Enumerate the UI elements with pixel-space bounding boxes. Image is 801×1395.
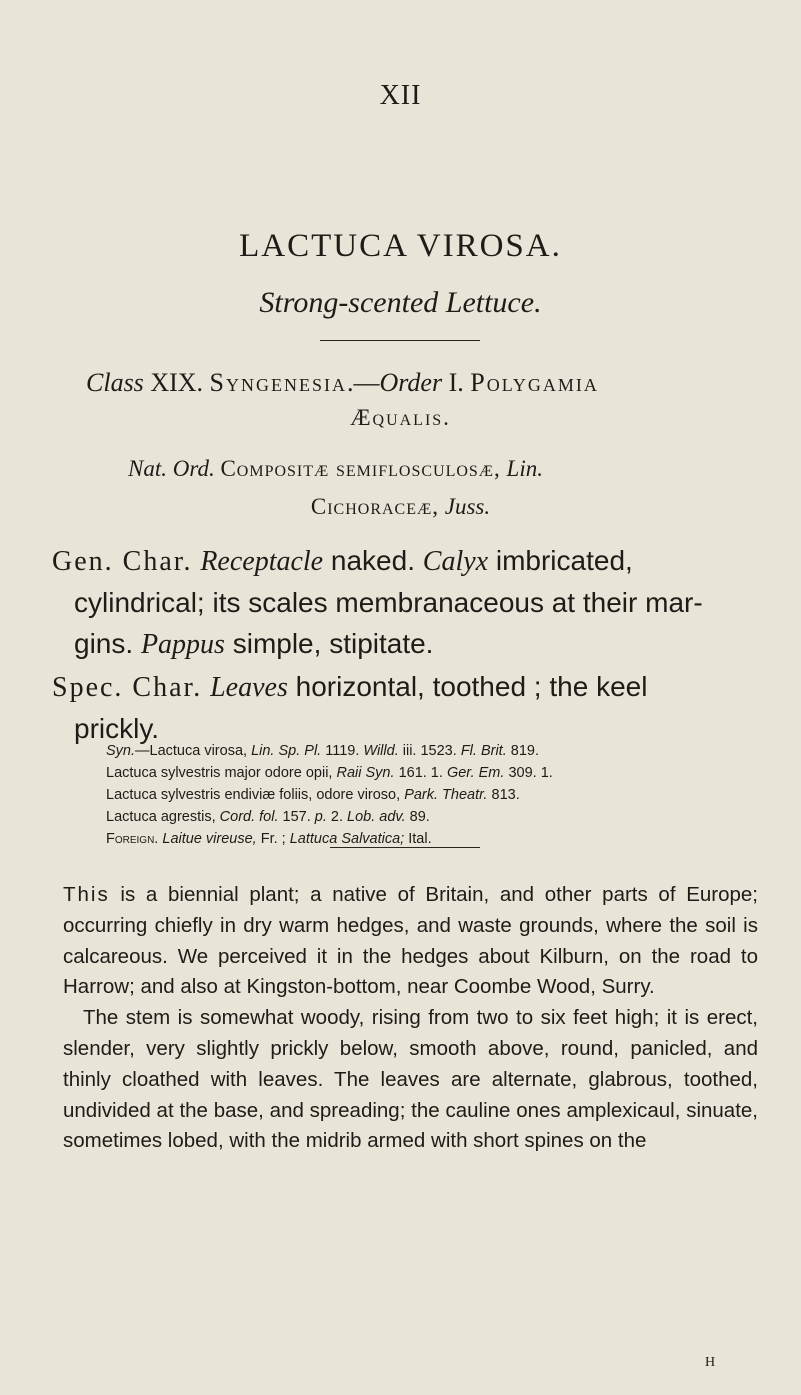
class-value: XIX.: [150, 368, 204, 397]
page-number: XII: [379, 80, 422, 111]
description-text: [63, 880, 758, 1157]
calyx-text: imbricated,: [495, 545, 633, 576]
foreign-lang: Fr. ;: [260, 831, 286, 847]
synonym-line-1: [84, 740, 764, 762]
calyx-text-continued: cylindrical; its scales membranaceous at their mar-: [74, 587, 703, 618]
page-subtitle: Strong-scented Lettuce.: [259, 286, 542, 319]
foreign-name-italian: Lattuca Salvatica;: [289, 831, 405, 847]
class-line: Class XIX. Syngenesia.—Order I. Polygamia: [86, 368, 599, 397]
paragraph-1: [63, 880, 758, 1003]
calyx-text-end: gins.: [74, 628, 134, 659]
synonym-line-3: [84, 784, 764, 806]
divider-rule: [320, 340, 480, 341]
natural-order-line: [128, 456, 728, 482]
leaves-text-continued: prickly.: [74, 713, 160, 744]
generic-character: [52, 540, 772, 665]
page-title: LACTUCA VIROSA.: [239, 228, 562, 264]
specific-character: [52, 666, 772, 749]
class-name: Syngenesia: [209, 368, 347, 397]
synonym-ref: Lin. Sp. Pl.: [251, 743, 322, 759]
divider-rule: [330, 847, 480, 848]
receptacle-text: naked.: [330, 545, 415, 576]
paragraph-2: The stem is somewhat woody, rising from two to six feet high; it is erect, slender, very slightly prickly below, smooth above, round, panicled, and thinly cloathed with leaves. The leaves are alternate, glabrous, toothed, undivided at the base, and spreading; the cauline ones amplexicaul, sinuate, sometimes lobed, with the midrib armed with short spines on the: [63, 1006, 758, 1153]
generic-character-label: Gen. Char.: [52, 546, 193, 577]
paragraph-lead: This: [63, 883, 110, 906]
synonym-prefix: Syn.—: [106, 743, 150, 759]
synonym-num: 1119.: [325, 743, 360, 759]
synonym-ref: Park. Theatr.: [404, 787, 488, 803]
class-label: Class: [86, 368, 144, 397]
synonym-ref: Willd.: [363, 743, 399, 759]
natural-order-value: Compositæ semiflosculosæ,: [220, 456, 501, 481]
synonym-ref: Raii Syn.: [336, 765, 395, 781]
natural-order-authority: Lin.: [506, 456, 543, 481]
foreign-label: Foreign.: [106, 831, 159, 847]
synonym-ref: p.: [314, 809, 327, 825]
synonym-num: 819.: [510, 743, 539, 759]
synonym-num: 89.: [409, 809, 430, 825]
natural-order-line-continued: [0, 494, 801, 520]
synonym-num: 157.: [282, 809, 311, 825]
synonym-name: Lactuca sylvestris endiviæ foliis, odore viroso,: [106, 787, 401, 803]
receptacle-label: Receptacle: [200, 546, 324, 577]
synonym-num: 813.: [491, 787, 520, 803]
synonym-num: 309. 1.: [508, 765, 553, 781]
synonym-ref: Cord. fol.: [219, 809, 279, 825]
synonym-num: 161. 1.: [398, 765, 443, 781]
pappus-text: simple, stipitate.: [232, 628, 434, 659]
synonym-ref: Lob. adv.: [347, 809, 406, 825]
natural-order-value-2: Cichoraceæ,: [310, 494, 439, 519]
synonym-num: iii. 1523.: [402, 743, 457, 759]
synonym-name: Lactuca virosa,: [149, 743, 248, 759]
foreign-lang: Ital.: [408, 831, 432, 847]
calyx-label: Calyx: [422, 546, 489, 577]
synonym-line-2: [84, 762, 764, 784]
paragraph-text: is a biennial plant; a native of Britain, and other parts of Europe; occurring chiefly in dry warm hedges, and waste grounds, where the soil is calcareous. We perceived it in the hedges about Kilburn, on the road to Harrow; and also at Kingston-bottom, near Coombe Wood, Surry.: [63, 883, 758, 999]
leaves-label: Leaves: [210, 672, 288, 703]
synonym-name: Lactuca sylvestris major odore opii,: [106, 765, 333, 781]
synonym-line-4: [84, 806, 764, 828]
synonym-ref: Fl. Brit.: [460, 743, 507, 759]
order-label: Order: [379, 368, 443, 397]
natural-order-label: Nat. Ord.: [128, 456, 215, 481]
specific-character-label: Spec. Char.: [52, 672, 203, 703]
synonym-num: 2.: [330, 809, 344, 825]
synonym-name: Lactuca agrestis,: [106, 809, 216, 825]
order-name: Polygamia: [470, 368, 599, 397]
synonyms-block: [84, 740, 764, 850]
order-name-continued: Æqualis.: [350, 405, 451, 430]
leaves-text: horizontal, toothed ; the keel: [295, 671, 648, 702]
signature-mark: H: [705, 1355, 716, 1370]
natural-order-authority-2: Juss.: [444, 494, 491, 519]
class-line-continued: [0, 405, 801, 431]
pappus-line: [52, 623, 772, 665]
foreign-name-french: Laitue vireuse,: [162, 831, 257, 847]
pappus-label: Pappus: [140, 629, 225, 660]
order-value: I.: [448, 368, 464, 397]
synonym-ref: Ger. Em.: [446, 765, 505, 781]
